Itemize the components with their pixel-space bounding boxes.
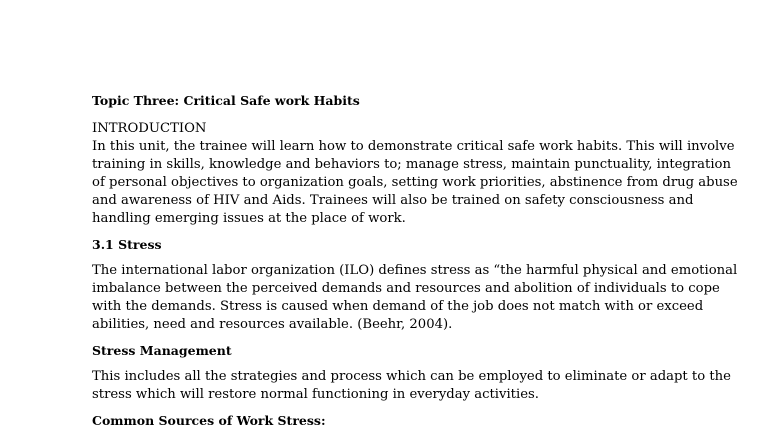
intro-line: and awareness of HIV and Aids. Trainees will also be trained on safety consciousness and	[92, 193, 694, 208]
topic-title: Topic Three: Critical Safe work Habits	[92, 93, 360, 108]
intro-line: training in skills, knowledge and behaviors to; manage stress, maintain punctuality, integration	[92, 157, 731, 172]
stress-heading: 3.1 Stress	[92, 237, 162, 252]
intro-line: handling emerging issues at the place of work.	[92, 211, 406, 226]
stress-line: abilities, need and resources available. (Beehr, 2004).	[92, 317, 453, 332]
stress-management-paragraph	[92, 368, 731, 404]
work-stress-sources-heading: Common Sources of Work Stress:	[92, 413, 326, 428]
stress-line: The international labor organization (ILO) defines stress as “the harmful physical and emotional	[92, 263, 738, 278]
stress-paragraph	[92, 262, 738, 334]
intro-heading: INTRODUCTION	[92, 121, 207, 136]
intro-line: In this unit, the trainee will learn how to demonstrate critical safe work habits. This will involve	[92, 139, 735, 154]
stress-line: imbalance between the perceived demands and resources and abolition of individuals to cope	[92, 281, 720, 296]
stress-management-heading: Stress Management	[92, 343, 232, 358]
management-line: stress which will restore normal functioning in everyday activities.	[92, 387, 539, 402]
intro-paragraph	[92, 120, 738, 228]
intro-line: of personal objectives to organization goals, setting work priorities, abstinence from drug abuse	[92, 175, 738, 190]
management-line: This includes all the strategies and process which can be employed to eliminate or adapt to the	[92, 369, 731, 384]
document-page	[92, 92, 738, 430]
stress-line: with the demands. Stress is caused when demand of the job does not match with or exceed	[92, 299, 704, 314]
